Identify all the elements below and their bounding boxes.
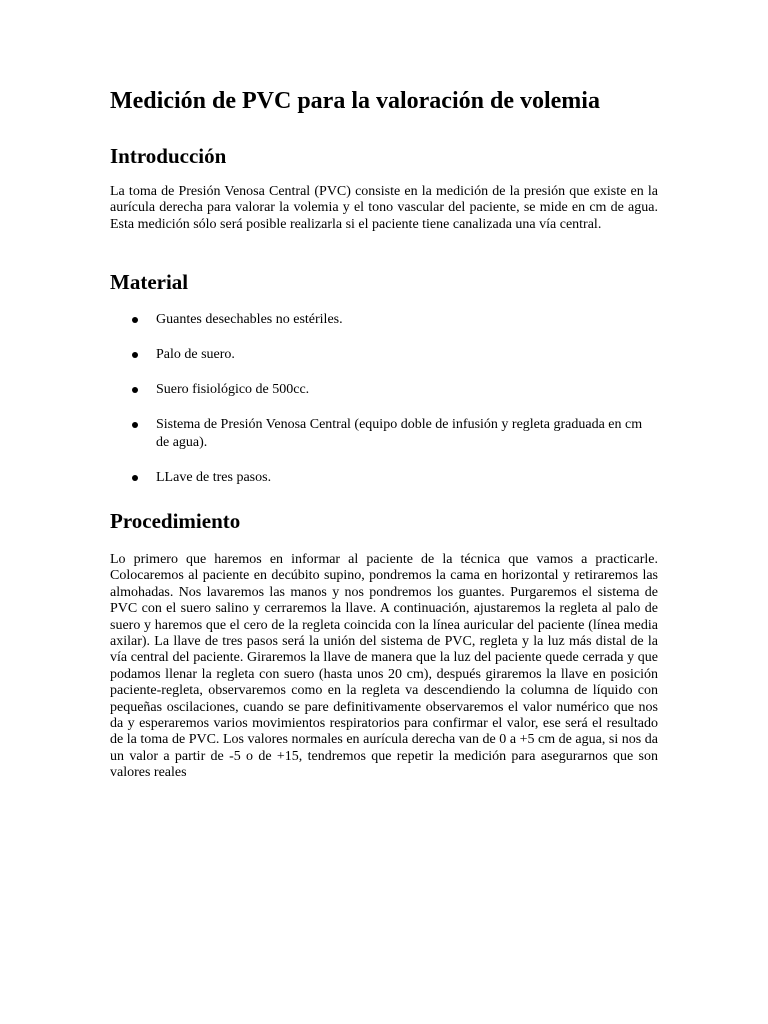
section-heading-procedimiento: Procedimiento <box>110 509 241 533</box>
list-item-text: Palo de suero. <box>156 347 235 362</box>
section-heading-introduccion: Introducción <box>110 144 227 168</box>
introduccion-paragraph: La toma de Presión Venosa Central (PVC) consiste en la medición de la presión que existe en la aurícula derecha para valorar la volemia y el tono vascular del paciente, se mide en cm de agua. Esta medición sólo será posible realizarla si el paciente tiene canalizada una vía central. <box>110 184 658 232</box>
list-item-text: LLave de tres pasos. <box>156 470 272 485</box>
bullet-icon <box>132 387 138 393</box>
document-title: Medición de PVC para la valoración de volemia <box>110 88 600 114</box>
list-item <box>110 416 658 452</box>
material-list <box>110 311 658 504</box>
section-heading-material: Material <box>110 270 189 294</box>
list-item-text: Guantes desechables no estériles. <box>156 312 343 327</box>
bullet-icon <box>132 422 138 428</box>
bullet-icon <box>132 475 138 481</box>
procedimiento-paragraph: Lo primero que haremos en informar al paciente de la técnica que vamos a practicarle. Colocaremos al paciente en decúbito supino, pondremos la cama en horizontal y retiraremos las almohadas. Nos lavaremos las manos y nos pondremos los guantes. Purgaremos el sistema de PVC con el suero salino y cerraremos la llave. A continuación, ajustaremos la regleta al palo de suero y haremos que el cero de la regleta coincida con la línea auricular del paciente (línea media axilar). La llave de tres pasos será la unión del sistema de PVC, regleta y la luz más distal de la vía central del paciente. Giraremos la llave de manera que la luz del paciente quede cerrada y que podamos llenar la regleta con suero (hasta unos 20 cm), después giraremos la llave en posición paciente-regleta, observaremos como en la regleta va descendiendo la columna de líquido con pequeñas oscilaciones, cuando se pare definitivamente observaremos el valor numérico que nos da y esperaremos varios movimientos respiratorios para confirmar el valor, ese será el resultado de la toma de PVC. Los valores normales en aurícula derecha van de 0 a +5 cm de agua, si nos da un valor a partir de -5 o de +15, tendremos que repetir la medición para asegurarnos que son valores reales <box>110 552 658 781</box>
bullet-icon <box>132 352 138 358</box>
list-item-text: Sistema de Presión Venosa Central (equipo doble de infusión y regleta graduada en cm de agua). <box>156 417 643 450</box>
list-item-text: Suero fisiológico de 500cc. <box>156 382 310 397</box>
list-item <box>110 381 658 399</box>
list-item <box>110 469 658 487</box>
list-item <box>110 311 658 329</box>
list-item <box>110 346 658 364</box>
bullet-icon <box>132 317 138 323</box>
